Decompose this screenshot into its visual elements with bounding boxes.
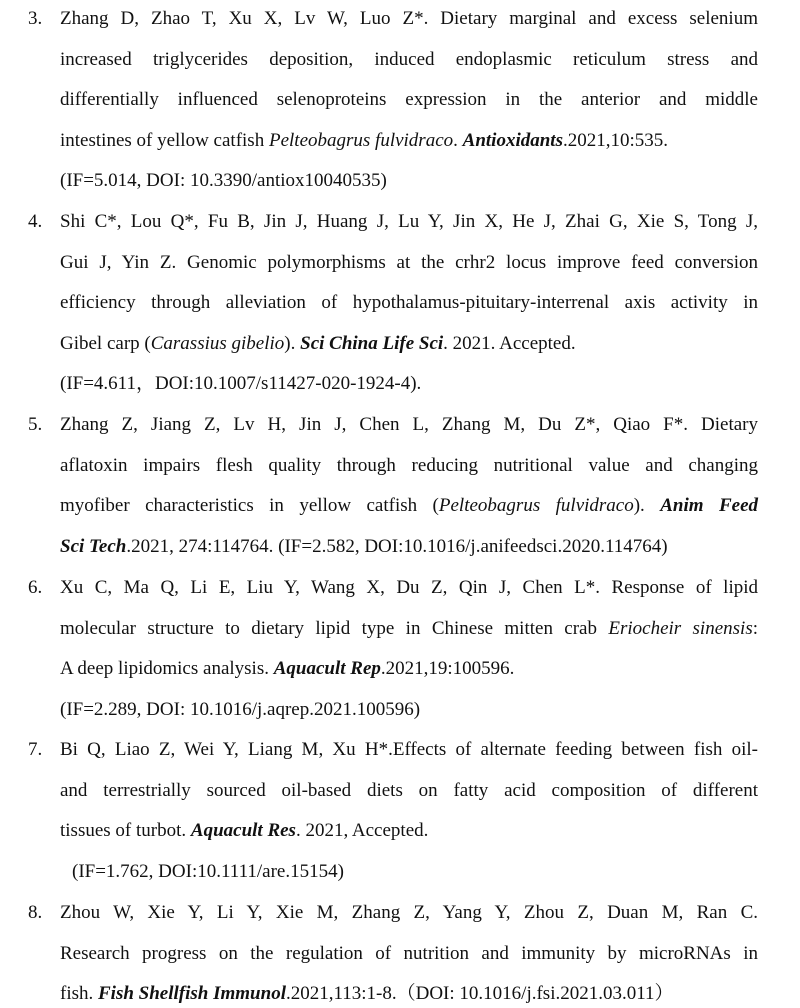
reference-number: 6. <box>28 577 43 598</box>
reference-number: 7. <box>28 739 43 760</box>
species-name: Pelteobagrus fulvidraco <box>268 130 454 151</box>
reference-line: Gui J, Yin Z. Genomic polymorphisms at the crhr2 locus improve feed conversion <box>60 252 758 273</box>
reference-line: increased triglycerides deposition, induced endoplasmic reticulum stress and <box>60 49 758 70</box>
reference-line: intestines of yellow catfish Pelteobagrus fulvidraco. Antioxidants.2021,10:535. <box>60 130 668 151</box>
reference-line: and terrestrially sourced oil-based diets on fatty acid composition of different <box>60 780 758 801</box>
reference-line: tissues of turbot. Aquacult Res. 2021, Accepted. <box>60 820 429 841</box>
reference-line: Zhang Z, Jiang Z, Lv H, Jin J, Chen L, Zhang M, Du Z*, Qiao F*. Dietary <box>60 414 758 435</box>
journal-name: Antioxidants <box>462 130 563 151</box>
reference-line: fish. Fish Shellfish Immunol.2021,113:1-8.（DOI: 10.1016/j.fsi.2021.03.011） <box>60 983 674 1004</box>
reference-line: (IF=4.611，DOI:10.1007/s11427-020-1924-4). <box>60 373 422 394</box>
reference-number: 3. <box>28 8 43 29</box>
reference-line: molecular structure to dietary lipid type in Chinese mitten crab Eriocheir sinensis: <box>60 618 758 639</box>
reference-line: Sci Tech.2021, 274:114764. (IF=2.582, DOI:10.1016/j.anifeedsci.2020.114764) <box>60 536 668 557</box>
reference-line: (IF=5.014, DOI: 10.3390/antiox10040535) <box>60 170 387 191</box>
reference-line: Xu C, Ma Q, Li E, Liu Y, Wang X, Du Z, Qin J, Chen L*. Response of lipid <box>60 577 758 598</box>
reference-line: Gibel carp (Carassius gibelio). Sci China Life Sci. 2021. Accepted. <box>60 333 576 354</box>
reference-line: Zhang D, Zhao T, Xu X, Lv W, Luo Z*. Dietary marginal and excess selenium <box>60 8 758 29</box>
journal-name: Fish Shellfish Immunol <box>98 983 286 1004</box>
reference-number: 5. <box>28 414 43 435</box>
species-name: Pelteobagrus fulvidraco <box>438 495 634 516</box>
journal-name: Anim Feed <box>660 495 759 516</box>
reference-line: (IF=2.289, DOI: 10.1016/j.aqrep.2021.100596) <box>60 699 421 720</box>
reference-line: differentially influenced selenoproteins expression in the anterior and middle <box>60 89 758 110</box>
reference-number: 8. <box>28 902 43 923</box>
reference-line: Zhou W, Xie Y, Li Y, Xie M, Zhang Z, Yang Y, Zhou Z, Duan M, Ran C. <box>60 902 758 923</box>
reference-line: aflatoxin impairs flesh quality through reducing nutritional value and changing <box>60 455 758 476</box>
journal-name: Sci China Life Sci <box>300 333 444 354</box>
reference-number: 4. <box>28 211 43 232</box>
reference-line: A deep lipidomics analysis. Aquacult Rep.2021,19:100596. <box>60 658 515 679</box>
reference-line: Research progress on the regulation of nutrition and immunity by microRNAs in <box>60 943 758 964</box>
journal-name: Aquacult Res <box>190 820 296 841</box>
journal-name: Aquacult Rep <box>273 658 381 679</box>
species-name: Eriocheir sinensis <box>608 618 753 639</box>
journal-name: Sci Tech <box>60 536 127 557</box>
reference-line: Shi C*, Lou Q*, Fu B, Jin J, Huang J, Lu Y, Jin X, He J, Zhai G, Xie S, Tong J, <box>60 211 758 232</box>
reference-line: myofiber characteristics in yellow catfish (Pelteobagrus fulvidraco). Anim Feed <box>60 495 759 516</box>
species-name: Carassius gibelio <box>150 333 285 354</box>
reference-line: (IF=1.762, DOI:10.1111/are.15154) <box>72 861 344 882</box>
reference-line: efficiency through alleviation of hypothalamus-pituitary-interrenal axis activity in <box>60 292 758 313</box>
reference-line: Bi Q, Liao Z, Wei Y, Liang M, Xu H*.Effects of alternate feeding between fish oil- <box>60 739 758 760</box>
